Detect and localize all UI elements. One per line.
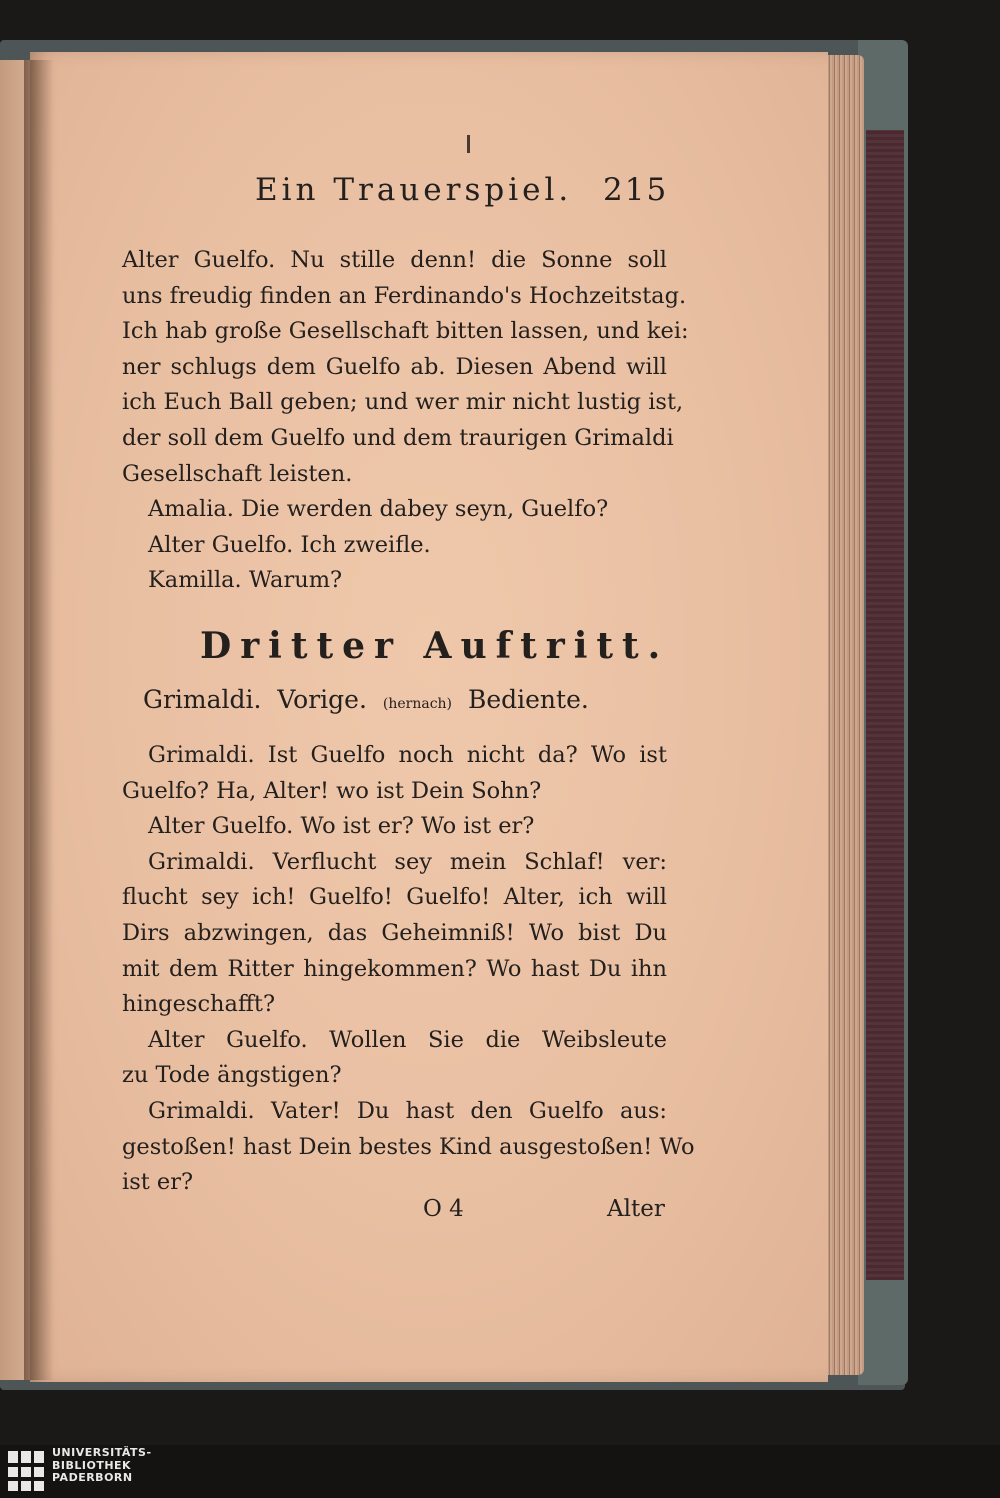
text-line: Alter Guelfo. Wollen Sie die Weibsleute: [148, 1026, 667, 1053]
text-line: zu Tode ängstigen?: [122, 1062, 342, 1089]
text-block-after: [122, 738, 695, 1201]
text-line: ist er?: [122, 1169, 194, 1196]
text-line: ner schlugs dem Guelfo ab. Diesen Abend will: [122, 353, 667, 380]
cast-servants: Bediente.: [467, 685, 589, 714]
text-line: Gesellschaft leisten.: [122, 460, 353, 487]
page-number: 215: [603, 172, 669, 208]
text-line: mit dem Ritter hingekommen? Wo hast Du ihn: [122, 955, 667, 982]
text-line: Ich hab große Gesellschaft bitten lassen, und kei:: [122, 318, 689, 345]
cast-list: [143, 685, 589, 714]
text-line: der soll dem Guelfo und dem traurigen Grimaldi: [122, 424, 674, 451]
text-line: uns freudig finden an Ferdinando's Hochzeitstag.: [122, 282, 687, 309]
text-line: Guelfo? Ha, Alter! wo ist Dein Sohn?: [122, 777, 542, 804]
library-name: [52, 1447, 152, 1485]
text-line: ich Euch Ball geben; und wer mir nicht lustig ist,: [122, 389, 684, 416]
text-line: Kamilla. Warum?: [148, 567, 343, 594]
text-line: hingeschafft?: [122, 991, 276, 1018]
text-line: flucht sey ich! Guelfo! Guelfo! Alter, ich will: [122, 884, 667, 911]
text-line: Alter Guelfo. Nu stille denn! die Sonne soll: [122, 247, 667, 273]
scene-heading: Dritter Auftritt.: [200, 625, 670, 667]
library-logo-icon: [6, 1449, 46, 1493]
cast-names: Grimaldi. Vorige.: [143, 685, 367, 714]
text-line: Grimaldi. Vater! Du hast den Guelfo aus:: [148, 1097, 667, 1124]
text-line: Alter Guelfo. Ich zweifle.: [148, 531, 431, 558]
text-line: Grimaldi. Ist Guelfo noch nicht da? Wo ist: [148, 742, 667, 768]
text-line: Alter Guelfo. Wo ist er? Wo ist er?: [148, 813, 535, 840]
catchword: Alter: [607, 1196, 665, 1222]
gutter-shadow: [24, 60, 54, 1380]
library-name-line: PADERBORN: [52, 1471, 133, 1484]
leather-spine: [866, 130, 904, 1280]
text-line: Grimaldi. Verflucht sey mein Schlaf! ver:: [148, 848, 667, 875]
text-line: Amalia. Die werden dabey seyn, Guelfo?: [148, 496, 609, 523]
cast-note: (hernach): [382, 696, 453, 712]
signature-mark: O 4: [423, 1196, 464, 1222]
library-name-line: UNIVERSITÄTS-: [52, 1446, 152, 1459]
library-name-line: BIBLIOTHEK: [52, 1458, 132, 1472]
text-block-before: [122, 243, 689, 599]
ink-mark: [467, 135, 470, 153]
text-line: Dirs abzwingen, das Geheimniß! Wo bist Du: [122, 919, 667, 946]
running-head: Ein Trauerspiel.: [255, 172, 573, 208]
text-line: gestoßen! hast Dein bestes Kind ausgestoßen! Wo: [122, 1133, 695, 1160]
